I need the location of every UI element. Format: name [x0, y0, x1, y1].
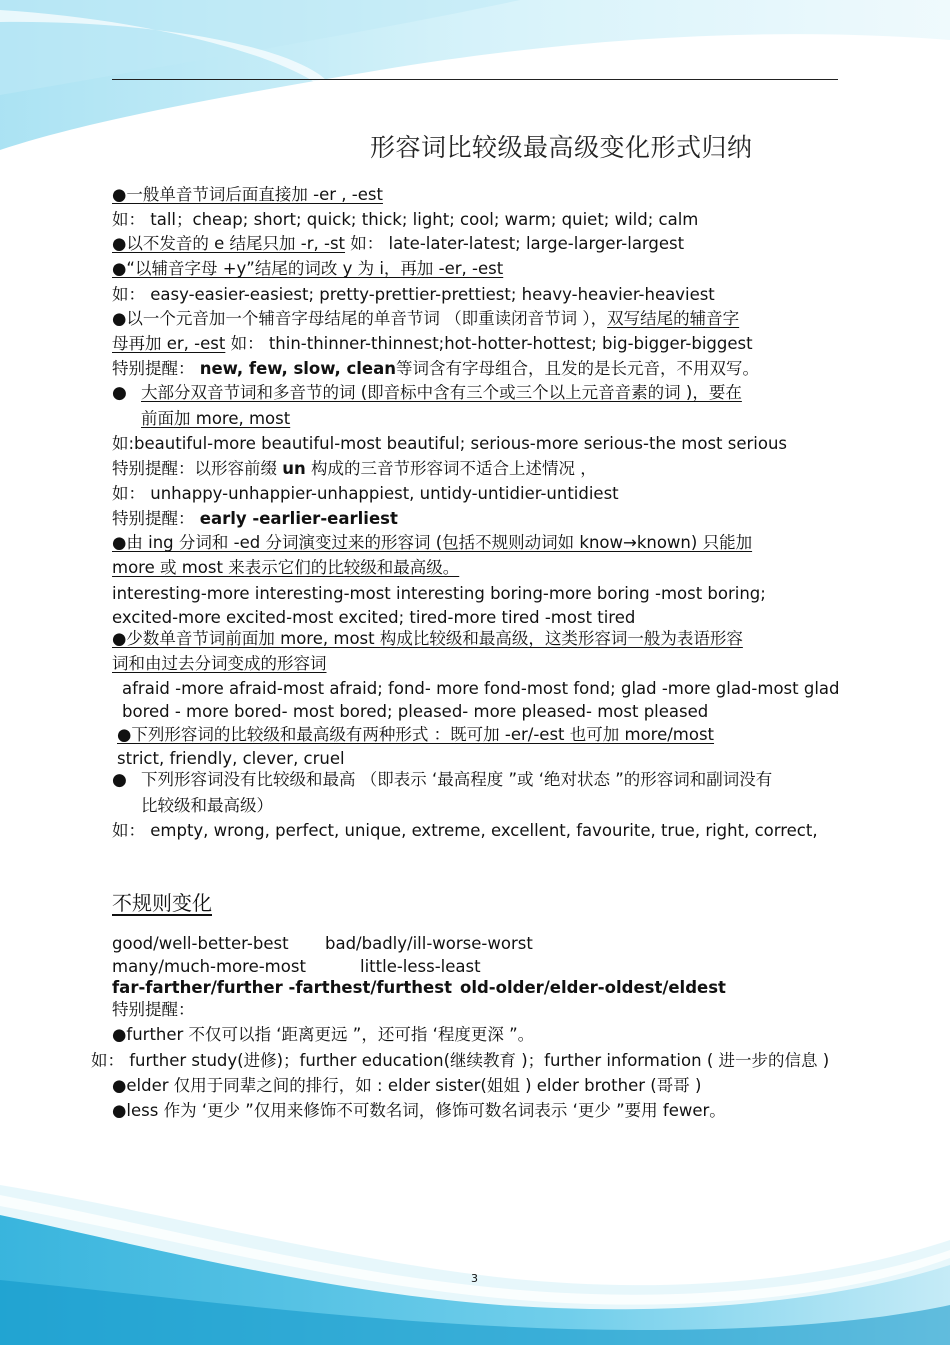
note-text-2: 构成的三音节形容词不适合上述情况 ， — [305, 459, 597, 478]
rule-9-examples: 如： empty, wrong, perfect, unique, extreme, excellent, favourite, true, right, correct, — [112, 821, 818, 840]
rule-3-examples: 如： easy-easier-easiest; pretty-prettier-prettiest; heavy-heavier-heaviest — [112, 285, 715, 304]
rule-5-note-2 — [112, 508, 398, 530]
note-words: new, few, slow, clean — [199, 359, 396, 378]
rule-4-line-2 — [112, 333, 753, 355]
rule-4-text: ●以一个元音加一个辅音字母结尾的单音节词 （即重读闭音节词 ）， — [112, 309, 608, 328]
example-text: tall；cheap; short; quick; thick; light; cool; warm; quiet; wild; calm — [150, 210, 699, 229]
irregular-row-3b: old-older/elder-oldest/eldest — [460, 978, 726, 997]
rule-5-note — [112, 458, 597, 480]
rule-4-examples: 如： thin-thinner-thinnest;hot-hotter-hottest; big-bigger-biggest — [225, 334, 753, 353]
rule-6-line-2: more 或 most 来表示它们的比较级和最高级。 — [112, 558, 460, 577]
rule-6-examples-2: excited-more excited-most excited; tired-more tired -most tired — [112, 608, 636, 627]
rule-5-examples: 如:beautiful-more beautiful-most beautiful; serious-more serious-the most serious — [112, 434, 788, 453]
rule-6-examples-1: interesting-more interesting-most interesting boring-more boring -most boring; — [112, 584, 766, 603]
rule-7-examples-2: bored - more bored- most bored; pleased- more pleased- most pleased — [122, 702, 709, 721]
rule-2-title: ●以不发音的 e 结尾只加 -r, -st — [112, 234, 346, 253]
irregular-row-2a: many/much-more-most — [112, 957, 306, 976]
note-label: 特别提醒： — [112, 359, 200, 378]
rule-4-line-1 — [112, 308, 739, 330]
rule-4-text-underlined: 双写结尾的辅音字 — [607, 309, 740, 328]
rule-9-line-2: 比较级和最高级） — [141, 796, 273, 815]
rule-2 — [112, 233, 684, 255]
irregular-note-elder: ●elder 仅用于同辈之间的排行，如 : elder sister(姐姐 ) elder brother (哥哥 ) — [112, 1076, 702, 1095]
note-example: early -earlier-earliest — [199, 509, 398, 528]
rule-9-line-1: 下列形容词没有比较级和最高 （即表示 ‘最高程度 ”或 ‘绝对状态 ”的形容词和副词没有 — [141, 770, 773, 789]
irregular-note-less: ●less 作为 ‘更少 ”仅用来修饰不可数名词，修饰可数名词表示 ‘更少 ”要用 fewer。 — [112, 1101, 726, 1120]
page-number: 3 — [471, 1272, 478, 1285]
note-text: 特别提醒：以形容前缀 — [112, 459, 283, 478]
irregular-row-1a: good/well-better-best — [112, 934, 289, 953]
note-label: 特别提醒： — [112, 509, 200, 528]
rule-5-line-2: 前面加 more, most — [141, 409, 291, 428]
rule-9-bullet: ● — [112, 770, 127, 790]
rule-3-title: ●“以辅音字母 +y”结尾的词改 y 为 i，再加 -er, -est — [112, 259, 504, 278]
irregular-heading: 不规则变化 — [112, 891, 212, 915]
irregular-row-3a: far-farther/further -farthest/furthest — [112, 978, 452, 997]
rule-7-line-2: 词和由过去分词变成的形容词 — [112, 654, 327, 673]
rule-8-examples: strict, friendly, clever, cruel — [117, 749, 345, 768]
page-title: 形容词比较级最高级变化形式归纳 — [370, 133, 753, 162]
rule-6-line-1: ●由 ing 分词和 -ed 分词演变过来的形容词 (包括不规则动词如 know→known) 只能加 — [112, 533, 753, 552]
irregular-note-further-examples: 如： further study(进修)；further education(继续教育 )；further information ( 进一步的信息 ) — [91, 1051, 830, 1070]
irregular-note-label: 特别提醒： — [112, 1000, 195, 1019]
irregular-row-1b: bad/badly/ill-worse-worst — [325, 934, 533, 953]
rule-4-suffix: 母再加 er, -est — [112, 334, 226, 353]
note-text: 等词含有字母组合，且发的是长元音，不用双写。 — [395, 359, 759, 378]
rule-1-title: ●一般单音节词后面直接加 -er , -est — [112, 185, 383, 204]
rule-1-examples — [112, 209, 698, 231]
header-rule — [112, 79, 838, 80]
note-prefix: un — [282, 459, 306, 478]
rule-7-line-1: ●少数单音节词前面加 more, most 构成比较级和最高级，这类形容词一般为表语形容 — [112, 629, 743, 648]
rule-5-line-1: 大部分双音节词和多音节的词 (即音标中含有三个或三个以上元音音素的词 )，要在 — [141, 383, 742, 402]
irregular-note-further: ●further 不仅可以指 ‘距离更远 ”，还可指 ‘程度更深 ”。 — [112, 1025, 535, 1044]
rule-2-examples: 如： late-later-latest; large-larger-largest — [345, 234, 685, 253]
rule-5-examples-2: 如： unhappy-unhappier-unhappiest, untidy-untidier-untidiest — [112, 484, 619, 503]
rule-8-title: ●下列形容词的比较级和最高级有两种形式 ：既可加 -er/-est 也可加 more/most — [117, 725, 715, 744]
irregular-row-2b: little-less-least — [360, 957, 481, 976]
rule-5-bullet: ● — [112, 383, 127, 403]
rule-4-note — [112, 358, 759, 380]
example-label: 如： — [112, 210, 145, 229]
rule-7-examples-1: afraid -more afraid-most afraid; fond- more fond-most fond; glad -more glad-most glad — [122, 679, 840, 698]
